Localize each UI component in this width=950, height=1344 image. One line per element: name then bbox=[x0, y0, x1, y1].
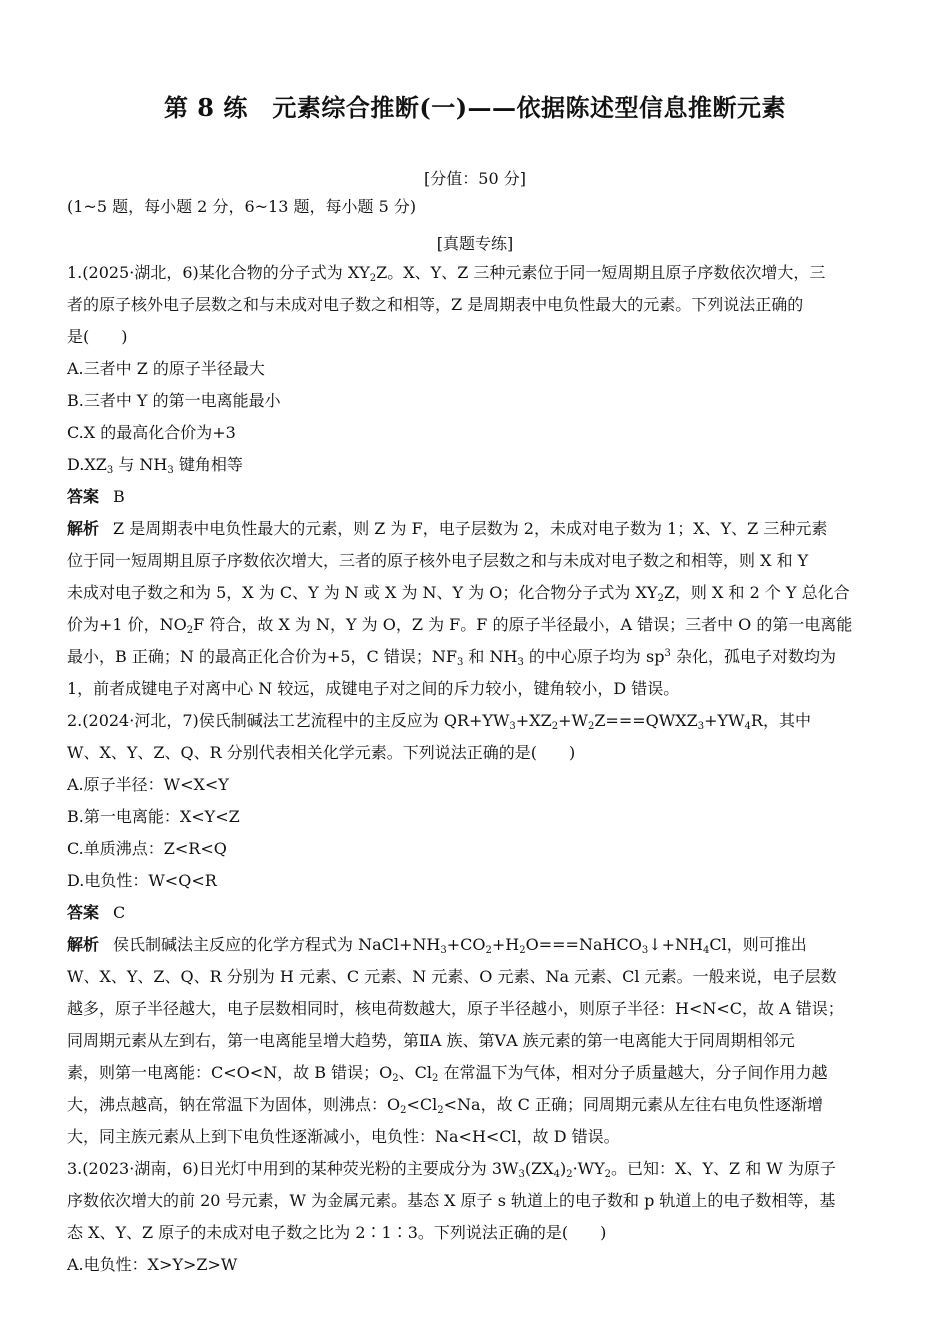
analysis-label: 解析 bbox=[67, 935, 100, 954]
q2-analysis-line-3: 越多，原子半径越大，电子层数相同时，核电荷数越大，原子半径越小，则原子半径：H<N<C，故 A 错误； bbox=[67, 999, 844, 1018]
q2-answer bbox=[67, 903, 883, 923]
q1-answer-value: B bbox=[113, 487, 125, 506]
q2-option-b: B.第一电离能：X<Y<Z bbox=[67, 807, 240, 826]
q1-analysis-line-3: 未成对电子数之和为 5，X 为 C、Y 为 N 或 X 为 N、Y 为 O；化合物分子式为 $XY_2Z$，则 X 和 2 个 Y 总化合 bbox=[67, 583, 850, 604]
q3-stem-line-1: 3.(2023·湖南，6)日光灯中用到的某种荧光粉的主要成分为 $3W_3(ZX_4)_2\cdot WY_2$。已知：X、Y、Z 和 W 为原子 bbox=[67, 1159, 836, 1180]
q3-option-a: A.电负性：X>Y>Z>W bbox=[67, 1255, 238, 1274]
q2-analysis-line-6: 大，沸点越高，钠在常温下为固体，则沸点：$O_2<Cl_2<Na$，故 C 正确；同周期元素从左往右电负性逐渐增 bbox=[67, 1095, 824, 1116]
section-label: [真题专练] bbox=[436, 234, 514, 253]
analysis-label: 解析 bbox=[67, 519, 100, 538]
score-note: [分值：50 分] bbox=[424, 169, 526, 188]
answer-label: 答案 bbox=[67, 903, 100, 922]
q1-analysis-line-2: 位于同一短周期且原子序数依次增大，三者的原子核外电子层数之和与未成对电子数之和相等，则 X 和 Y bbox=[67, 551, 809, 570]
answer-label: 答案 bbox=[67, 487, 100, 506]
q2-stem-line-1: 2.(2024·河北，7)侯氏制碱法工艺流程中的主反应为 $QR+YW_3+XZ_2+W_2Z===QWXZ_3+YW_4R$，其中 bbox=[67, 711, 811, 732]
q1-stem-line-2: 者的原子核外电子层数之和与未成对电子数之和相等，Z 是周期表中电负性最大的元素。下列说法正确的 bbox=[67, 295, 804, 314]
q2-stem-line-2: W、X、Y、Z、Q、R 分别代表相关化学元素。下列说法正确的是( ) bbox=[67, 743, 576, 762]
q1-stem-line-1: 1.(2025·湖北，6)某化合物的分子式为 $XY_2Z$。X、Y、Z 三种元素位于同一短周期且原子序数依次增大，三 bbox=[67, 263, 826, 284]
q1-analysis-line-5: 最小，B 正确；N 的最高正化合价为+5，C 错误；$NF_3$ 和 $NH_3$ 的中心原子均为 $sp^3$ 杂化，孤电子对数均为 bbox=[67, 647, 836, 668]
q1-answer bbox=[67, 487, 883, 507]
page-title: 第 8 练 元素综合推断(一)——依据陈述型信息推断元素 bbox=[163, 93, 787, 122]
q2-option-c: C.单质沸点：Z<R<Q bbox=[67, 839, 227, 858]
q3-stem-line-3: 态 X、Y、Z 原子的未成对电子数之比为 2∶1∶3。下列说法正确的是( ) bbox=[67, 1223, 607, 1242]
score-rule: (1~5 题，每小题 2 分，6~13 题，每小题 5 分) bbox=[67, 197, 417, 216]
q1-option-a: A.三者中 Z 的原子半径最大 bbox=[67, 359, 265, 378]
q2-analysis-line-2: W、X、Y、Z、Q、R 分别为 H 元素、C 元素、N 元素、O 元素、Na 元素、Cl 元素。一般来说，电子层数 bbox=[67, 967, 837, 986]
q1-stem-line-3: 是( ) bbox=[67, 327, 128, 346]
q1-analysis-line-1: 解析 Z 是周期表中电负性最大的元素，则 Z 为 F，电子层数为 2，未成对电子数为 1；X、Y、Z 三种元素 bbox=[67, 519, 828, 538]
q2-option-d: D.电负性：W<Q<R bbox=[67, 871, 217, 890]
q2-option-a: A.原子半径：W<X<Y bbox=[67, 775, 229, 794]
q2-analysis-line-1: 解析 侯氏制碱法主反应的化学方程式为 $NaCl+NH_3+CO_2+H_2O===NaHCO_3↓+NH_4Cl$，则可推出 bbox=[67, 935, 807, 956]
q1-option-d: $D.XZ_3$ 与 $NH_3$ 键角相等 bbox=[67, 455, 243, 476]
q1-option-b: B.三者中 Y 的第一电离能最小 bbox=[67, 391, 281, 410]
q1-option-c: C.X 的最高化合价为+3 bbox=[67, 423, 236, 442]
q2-answer-value: C bbox=[113, 903, 126, 922]
q1-analysis-line-4: 价为+1 价，$NO_2F$ 符合，故 X 为 N，Y 为 O，Z 为 F。F 的原子半径最小，A 错误；三者中 O 的第一电离能 bbox=[67, 615, 853, 636]
q3-stem-line-2: 序数依次增大的前 20 号元素，W 为金属元素。基态 X 原子 s 轨道上的电子数和 p 轨道上的电子数相等，基 bbox=[67, 1191, 836, 1210]
q1-analysis-line-6: 1，前者成键电子对离中心 N 较远，成键电子对之间的斥力较小，键角较小，D 错误。 bbox=[67, 679, 680, 698]
q2-analysis-line-4: 同周期元素从左到右，第一电离能呈增大趋势，第ⅡA 族、第ⅤA 族元素的第一电离能大于同周期相邻元 bbox=[67, 1031, 795, 1050]
q2-analysis-line-5: 素，则第一电离能：C<O<N，故 B 错误；$O_2$、$Cl_2$ 在常温下为气体，相对分子质量越大，分子间作用力越 bbox=[67, 1063, 828, 1084]
q2-analysis-line-7: 大，同主族元素从上到下电负性逐渐减小，电负性：Na<H<Cl，故 D 错误。 bbox=[67, 1127, 620, 1146]
